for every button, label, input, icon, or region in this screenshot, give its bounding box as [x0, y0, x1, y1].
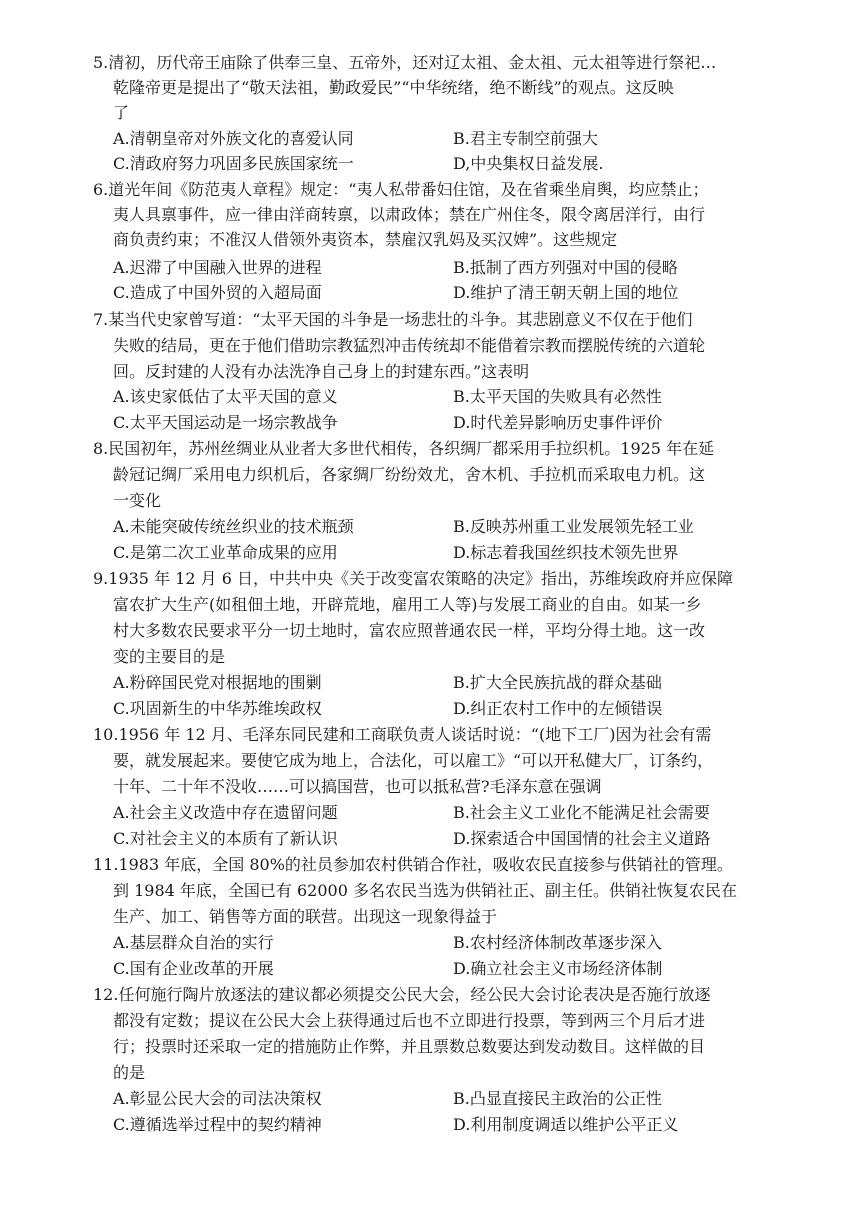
option-b: B.凸显直接民主政治的公正性 — [453, 1089, 662, 1108]
question-stem-line: 龄冠记绸厂采用电力织机后，各家绸厂纷纷效尤，舍木机、手拉机而采取电力机。这 — [113, 465, 706, 484]
option-a: A.该史家低估了太平天国的意义 — [113, 387, 338, 406]
question-stem-line: 12.任何施行陶片放逐法的建议都必须提交公民大会，经公民大会讨论表决是否施行放逐 — [93, 985, 711, 1004]
option-a: A.清朝皇帝对外族文化的喜爱认同 — [113, 129, 354, 148]
question-stem-line: 富农扩大生产(如租佃土地，开辟荒地，雇用工人等)与发展工商业的自由。如某一乡 — [113, 595, 702, 614]
option-b: B.社会主义工业化不能满足社会需要 — [453, 803, 710, 822]
question-stem-line: 的是 — [113, 1063, 146, 1082]
option-d: D.时代差异影响历史事件评价 — [453, 413, 663, 432]
option-d: D.确立社会主义市场经济体制 — [453, 959, 663, 978]
option-d: D.探索适合中国国情的社会主义道路 — [453, 829, 711, 848]
question-stem-line: 7.某当代史家曾写道：“太平天国的斗争是一场悲壮的斗争。其悲剧意义不仅在于他们 — [93, 310, 693, 329]
question-stem-line: 变的主要目的是 — [113, 647, 226, 666]
option-a: A.基层群众自治的实行 — [113, 933, 274, 952]
option-b: B.抵制了西方列强对中国的侵略 — [453, 258, 678, 277]
question-stem-line: 商负责约束；不准汉人借领外夷资本，禁雇汉乳妈及买汉婢”。这些规定 — [113, 230, 618, 249]
option-c: C.遵循选举过程中的契约精神 — [113, 1115, 322, 1134]
option-b: B.农村经济体制改革逐步深入 — [453, 933, 662, 952]
option-d: D.标志着我国丝织技术领先世界 — [453, 543, 679, 562]
question-stem-line: 生产、加工、销售等方面的联营。出现这一现象得益于 — [113, 907, 498, 926]
question-stem-line: 了 — [113, 103, 130, 122]
option-d: D.纠正农村工作中的左倾错误 — [453, 699, 663, 718]
question-stem-line: 都没有定数；提议在公民大会上获得通过后也不立即进行投票，等到两三个月后才进 — [113, 1011, 706, 1030]
option-c: C.国有企业改革的开展 — [113, 959, 274, 978]
question-stem-line: 夷人具禀事件，应一律由洋商转禀，以肃政体；禁在广州住冬，限令离居洋行，由行 — [113, 205, 706, 224]
option-b: B.反映苏州重工业发展领先轻工业 — [453, 517, 694, 536]
question-stem-line: 回。反封建的人没有办法洗净自己身上的封建东西。”这表明 — [113, 362, 530, 381]
question-stem-line: 乾隆帝更是提出了“敬天法祖，勤政爱民”“中华统绪，绝不断线”的观点。这反映 — [113, 78, 674, 97]
option-c: C.清政府努力巩固多民族国家统一 — [113, 154, 354, 173]
option-c: C.太平天国运动是一场宗教战争 — [113, 413, 338, 432]
option-a: A.未能突破传统丝织业的技术瓶颈 — [113, 517, 354, 536]
question-stem-line: 11.1983 年底，全国 80%的社员参加农村供销合作社，吸收农民直接参与供销社的管理。 — [93, 855, 733, 874]
question-stem-line: 要，就发展起来。要使它成为地上，合法化，可以雇工》“可以开私健大厂，订条约， — [113, 751, 714, 770]
question-stem-line: 8.民国初年，苏州丝绸业从业者大多世代相传，各织绸厂都采用手拉织机。1925 年在延 — [93, 439, 715, 458]
option-a: A.迟滞了中国融入世界的进程 — [113, 258, 322, 277]
option-c: C.是第二次工业革命成果的应用 — [113, 543, 338, 562]
question-stem-line: 9.1935 年 12 月 6 日，中共中央《关于改变富农策略的决定》指出，苏维埃政府并应保障 — [93, 569, 733, 588]
option-c: C.巩固新生的中华苏维埃政权 — [113, 699, 322, 718]
option-b: B.君主专制空前强大 — [453, 129, 598, 148]
option-a: A.粉碎国民党对根据地的围剿 — [113, 673, 322, 692]
option-c: C.对社会主义的本质有了新认识 — [113, 829, 338, 848]
question-stem-line: 6.道光年间《防范夷人章程》规定：“夷人私带番妇住馆，及在省乘坐肩舆，均应禁止； — [93, 180, 709, 199]
option-d: D.维护了清王朝天朝上国的地位 — [453, 283, 679, 302]
question-stem-line: 行；投票时还采取一定的措施防止作弊，并且票数总数要达到发动数目。这样做的目 — [113, 1037, 706, 1056]
question-stem-line: 到 1984 年底，全国已有 62000 多名农民当选为供销社正、副主任。供销社恢复农民在 — [113, 881, 737, 900]
question-stem-line: 10.1956 年 12 月、毛泽东同民建和工商联负责人谈话时说：“(地下工厂)因为社会有需 — [93, 725, 712, 744]
question-stem-line: 十年、二十年不没收……可以搞国营，也可以抵私营?毛泽东意在强调 — [113, 777, 602, 796]
option-a: A.社会主义改造中存在遗留问题 — [113, 803, 338, 822]
question-stem-line: 失败的结局，更在于他们借助宗教猛烈冲击传统却不能借着宗教而摆脱传统的六道轮 — [113, 336, 706, 355]
option-c: C.造成了中国外贸的入超局面 — [113, 283, 322, 302]
question-stem-line: 一变化 — [113, 491, 162, 510]
option-d: D,中央集权日益发展. — [453, 154, 604, 173]
option-a: A.彰显公民大会的司法决策权 — [113, 1089, 322, 1108]
option-b: B.扩大全民族抗战的群众基础 — [453, 673, 662, 692]
question-stem-line: 村大多数农民要求平分一切土地时，富农应照普通农民一样，平均分得土地。这一改 — [113, 621, 706, 640]
option-d: D.利用制度调适以维护公平正义 — [453, 1115, 679, 1134]
option-b: B.太平天国的失败具有必然性 — [453, 387, 662, 406]
question-stem-line: 5.清初，历代帝王庙除了供奉三皇、五帝外，还对辽太祖、金太祖、元太祖等进行祭祀… — [93, 53, 717, 72]
